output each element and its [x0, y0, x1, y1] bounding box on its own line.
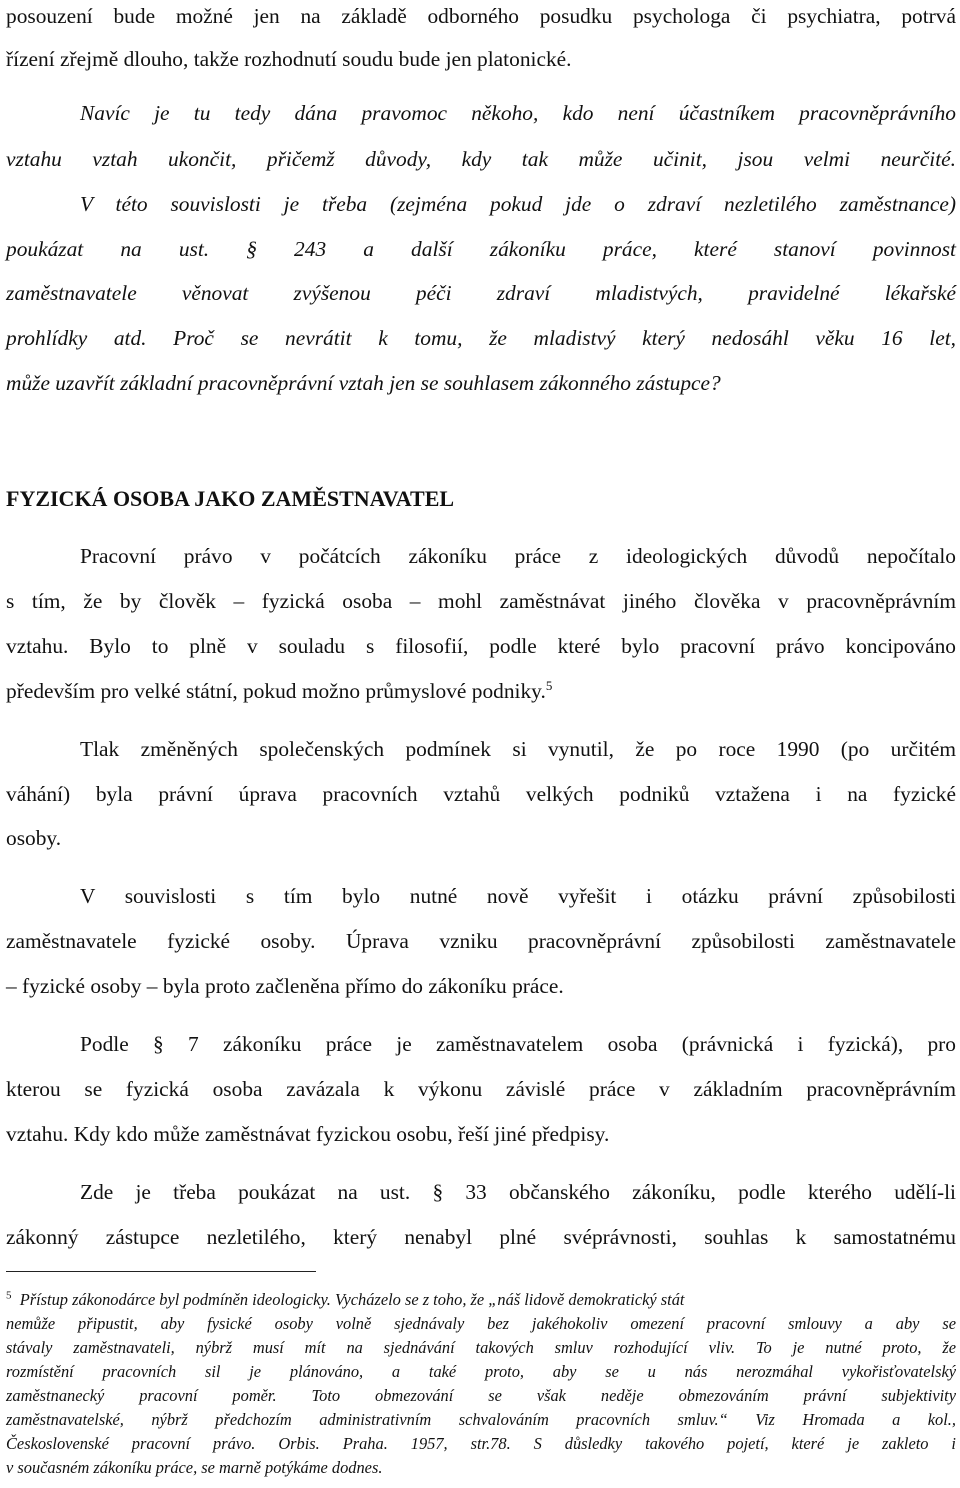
- body-line: Tlak změněných společenských podmínek si vynutil, že po roce 1990 (po určitém: [80, 737, 956, 761]
- body-line: [6, 676, 956, 706]
- body-text: především pro velké státní, pokud možno průmyslové podniky.: [6, 679, 546, 703]
- footnote-line: nemůže připustit, aby fysické osoby volně sjednávaly bez jakéhokoliv omezení pracovní smlouvy a aby se: [6, 1314, 956, 1333]
- footnote-number: 5: [6, 1289, 12, 1302]
- body-line: zákonný zástupce nezletilého, který nenabyl plné svéprávnosti, souhlas k samostatnému: [6, 1225, 956, 1249]
- body-line: V této souvislosti je třeba (zejména pokud jde o zdraví nezletilého zaměstnance): [80, 192, 956, 216]
- footnote-line: [6, 1289, 956, 1311]
- footnote-ref: 5: [545, 677, 553, 693]
- body-line: zaměstnavatele fyzické osoby. Úprava vzniku pracovněprávní způsobilosti zaměstnavatele: [6, 929, 956, 953]
- body-line: posouzení bude možné jen na základě odborného posudku psychologa či psychiatra, potrvá: [6, 4, 956, 28]
- footnote-line: zaměstnanecký pracovní poměr. Toto obmezování se však neděje obmezováním právní subjektivity: [6, 1386, 956, 1405]
- footnote-separator: [6, 1271, 316, 1272]
- body-line: váhání) byla právní úprava pracovních vztahů velkých podniků vztažena i na fyzické: [6, 782, 956, 806]
- footnote-line: stávaly zaměstnavateli, nýbrž musí mít na sjednávání takových smluv rozhodující vliv. To je nutné proto, že: [6, 1338, 956, 1357]
- body-line: s tím, že by člověk – fyzická osoba – mohl zaměstnávat jiného člověka v pracovněprávním: [6, 589, 956, 613]
- body-line: Navíc je tu tedy dána pravomoc někoho, kdo není účastníkem pracovněprávního: [80, 101, 956, 125]
- body-line: osoby.: [6, 826, 62, 850]
- body-line: Zde je třeba poukázat na ust. § 33 občanského zákoníku, podle kterého udělí-li: [80, 1180, 956, 1204]
- body-line: – fyzické osoby – byla proto začleněna přímo do zákoníku práce.: [6, 974, 564, 998]
- body-line: zaměstnavatele věnovat zvýšenou péči zdraví mladistvých, pravidelné lékařské: [6, 281, 956, 305]
- footnote-text: Přístup zákonodárce byl podmíněn ideologicky. Vycházelo se z toho, že „náš lidově demokratický stát: [19, 1290, 685, 1309]
- body-line: Podle § 7 zákoníku práce je zaměstnavatelem osoba (právnická i fyzická), pro: [80, 1032, 956, 1056]
- body-line: vztahu. Bylo to plně v souladu s filosofií, podle které bylo pracovní právo koncipováno: [6, 634, 956, 658]
- body-line: může uzavřít základní pracovněprávní vztah jen se souhlasem zákonného zástupce?: [6, 371, 721, 395]
- footnote-line: rozmístění pracovních sil je plánováno, a také proto, aby se u nás nerozmáhal vykořisťovatelský: [6, 1362, 956, 1381]
- footnote-line: v současném zákoníku práce, se marně potýkáme dodnes.: [6, 1458, 383, 1477]
- section-heading: FYZICKÁ OSOBA JAKO ZAMĚSTNAVATEL: [6, 486, 455, 511]
- body-line: prohlídky atd. Proč se nevrátit k tomu, že mladistvý který nedosáhl věku 16 let,: [6, 326, 956, 350]
- body-line: kterou se fyzická osoba zavázala k výkonu závislé práce v základním pracovněprávním: [6, 1077, 956, 1101]
- body-line: V souvislosti s tím bylo nutné nově vyřešit i otázku právní způsobilosti: [80, 884, 956, 908]
- footnote-line: zaměstnavatelské, nýbrž předchozím administrativním schvalováním pracovních smluv.“ Viz Hromada a kol.,: [6, 1410, 956, 1429]
- body-line: poukázat na ust. § 243 a další zákoníku práce, které stanoví povinnost: [6, 237, 956, 261]
- body-line: vztahu vztah ukončit, přičemž důvody, kdy tak může učinit, jsou velmi neurčité.: [6, 147, 956, 171]
- body-line: řízení zřejmě dlouho, takže rozhodnutí soudu bude jen platonické.: [6, 47, 572, 71]
- body-line: Pracovní právo v počátcích zákoníku práce z ideologických důvodů nepočítalo: [80, 544, 956, 568]
- body-line: vztahu. Kdy kdo může zaměstnávat fyzickou osobu, řeší jiné předpisy.: [6, 1122, 610, 1146]
- footnote-line: Československé pracovní právo. Orbis. Praha. 1957, str.78. S důsledky takového pojetí, které je zakleto i: [6, 1434, 956, 1453]
